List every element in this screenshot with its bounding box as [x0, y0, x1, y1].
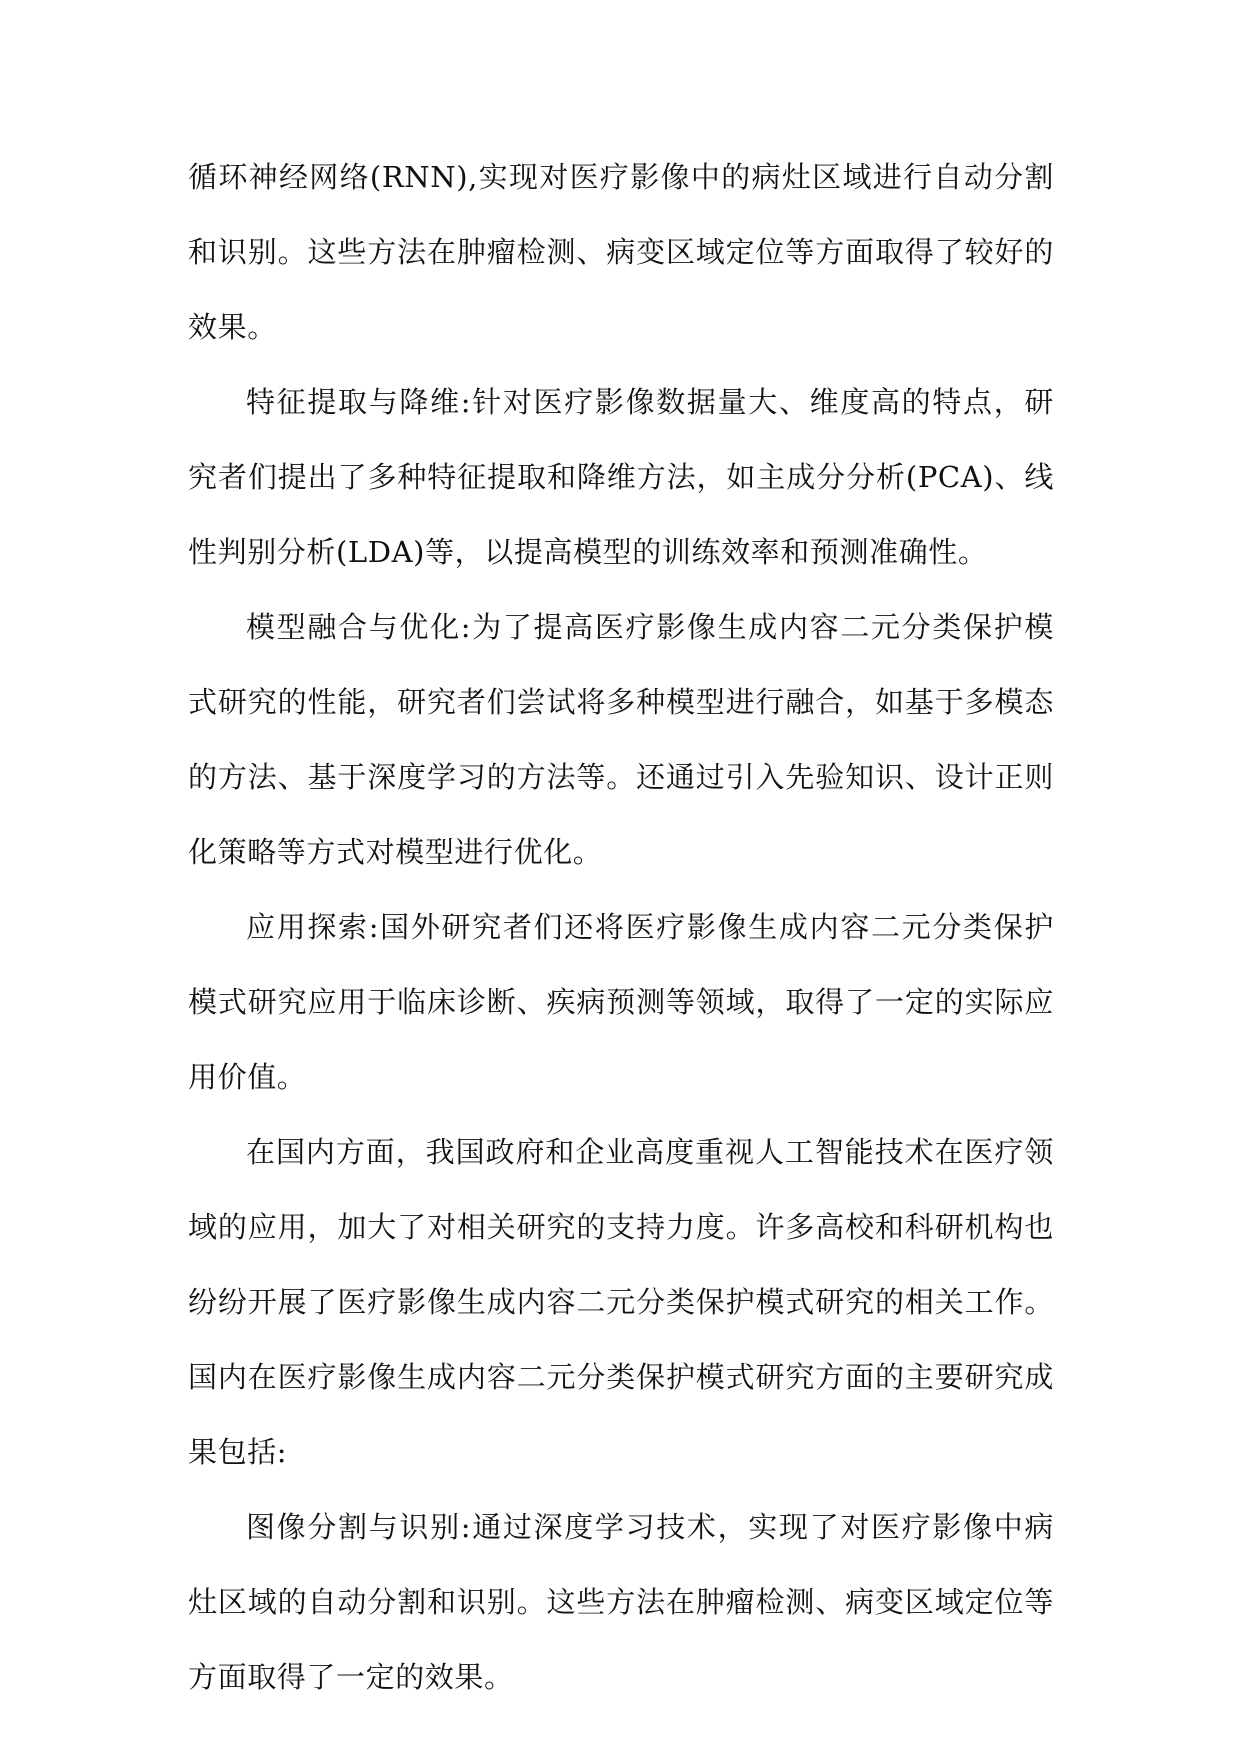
paragraph-application-exploration: 应用探索:国外研究者们还将医疗影像生成内容二元分类保护模式研究应用于临床诊断、疾病预测等领域，取得了一定的实际应用价值。 — [188, 910, 1054, 1094]
paragraph-feature-extraction: 特征提取与降维:针对医疗影像数据量大、维度高的特点，研究者们提出了多种特征提取和降维方法，如主成分分析(PCA)、线性判别分析(LDA)等，以提高模型的训练效率和预测准确性。 — [188, 385, 1054, 569]
paragraph-domestic-research: 在国内方面，我国政府和企业高度重视人工智能技术在医疗领域的应用，加大了对相关研究的支持力度。许多高校和科研机构也纷纷开展了医疗影像生成内容二元分类保护模式研究的相关工作。国内在医疗影像生成内容二元分类保护模式研究方面的主要研究成果包括: — [188, 1135, 1054, 1469]
paragraph-rnn-continuation: 循环神经网络(RNN),实现对医疗影像中的病灶区域进行自动分割和识别。这些方法在肿瘤检测、病变区域定位等方面取得了较好的效果。 — [188, 160, 1054, 344]
paragraph-image-segmentation: 图像分割与识别:通过深度学习技术，实现了对医疗影像中病灶区域的自动分割和识别。这些方法在肿瘤检测、病变区域定位等方面取得了一定的效果。 — [188, 1510, 1054, 1694]
document-body — [188, 140, 1054, 1715]
paragraph-model-fusion: 模型融合与优化:为了提高医疗影像生成内容二元分类保护模式研究的性能，研究者们尝试将多种模型进行融合，如基于多模态的方法、基于深度学习的方法等。还通过引入先验知识、设计正则化策略等方式对模型进行优化。 — [188, 610, 1054, 869]
